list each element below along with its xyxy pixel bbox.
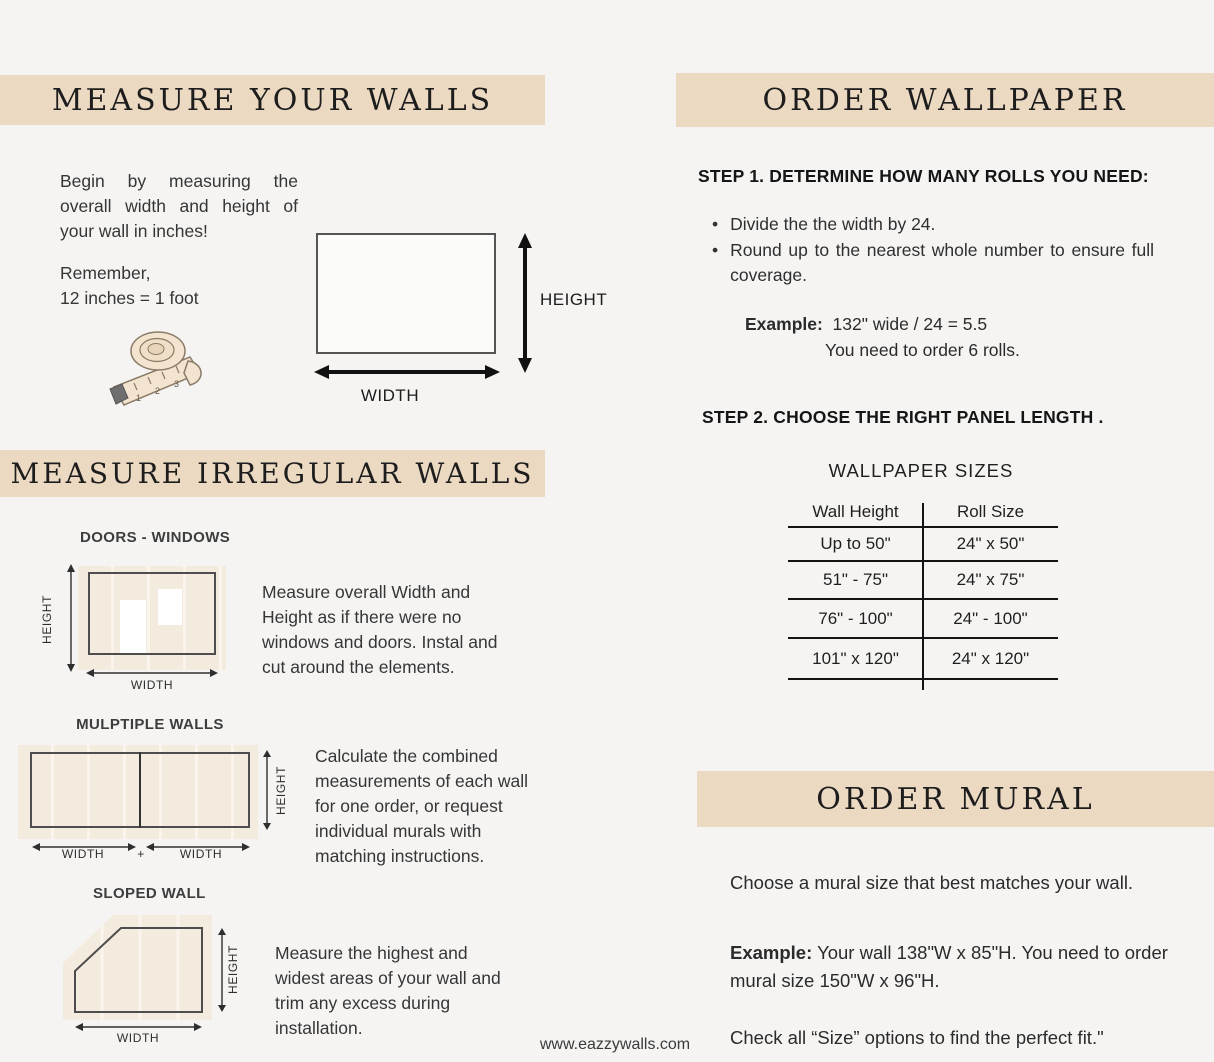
irregular-walls-title: MEASURE IRREGULAR WALLS — [10, 457, 535, 490]
reminder-text — [60, 261, 199, 311]
bullet-item — [712, 238, 1154, 289]
measure-walls-banner — [0, 75, 545, 125]
doors-height-arrow — [64, 564, 78, 672]
mural-intro: Choose a mural size that best matches your wall. — [730, 871, 1134, 893]
sloped-wall-description: Measure the highest and widest areas of your wall and trim any excess during installation. — [275, 942, 501, 1038]
multiple-walls-description: Calculate the combined measurements of each wall for one order, or request individual murals with matching instructions. — [315, 745, 529, 866]
measure-walls-title: MEASURE YOUR WALLS — [51, 82, 494, 118]
order-wallpaper-banner — [676, 73, 1214, 127]
cell-wall-height: Up to 50" — [820, 534, 891, 553]
sloped-width-label: WIDTH — [116, 1031, 160, 1045]
multiple-height-label-wrap — [274, 756, 288, 824]
cell-roll-size: 24" x 75" — [956, 570, 1025, 589]
sloped-height-label-wrap — [226, 935, 240, 1003]
table-header-roll-size: Roll Size — [956, 502, 1025, 521]
cell-roll-size: 24" x 120" — [951, 648, 1030, 668]
sloped-height-label: HEIGHT — [226, 944, 240, 994]
sloped-wall-diagram — [50, 905, 240, 1037]
door-cutout — [120, 600, 146, 653]
multiple-width-label-right: WIDTH — [179, 847, 223, 861]
measuring-tape-icon — [100, 323, 218, 415]
height-arrow — [515, 233, 535, 373]
order-mural-title: ORDER MURAL — [816, 781, 1095, 817]
width-arrow — [314, 362, 500, 382]
wall-diagram-rectangle — [316, 233, 496, 354]
example-label: Example: — [745, 314, 823, 334]
svg-text:2: 2 — [155, 386, 161, 396]
multiple-width-label-left: WIDTH — [61, 847, 105, 861]
mural-example — [730, 939, 1175, 995]
multiple-plus-sign: + — [137, 847, 145, 861]
svg-text:1: 1 — [136, 393, 142, 403]
svg-text:3: 3 — [174, 379, 180, 389]
bullet-dot: • — [712, 239, 719, 260]
example-line1: 132" wide / 24 = 5.5 — [832, 314, 988, 334]
mural-example-label: Example: — [730, 941, 813, 963]
irregular-walls-banner — [0, 450, 545, 497]
cell-wall-height: 51" - 75" — [823, 570, 888, 589]
order-wallpaper-title: ORDER WALLPAPER — [762, 82, 1128, 118]
mural-example-text: Your wall 138"W x 85"H. You need to order mural size 150"W x 96"H. — [730, 941, 1168, 991]
multiple-walls-divider — [139, 752, 141, 828]
multiple-height-arrow — [260, 750, 274, 830]
height-label: HEIGHT — [540, 290, 608, 309]
step1-bullets — [712, 212, 1154, 289]
measure-walls-intro: Begin by measuring the overall width and height of your wall in inches! — [60, 170, 298, 241]
table-header-wall-height: Wall Height — [812, 502, 899, 521]
multiple-walls-heading: MULPTIPLE WALLS — [76, 716, 224, 733]
step1-example — [745, 312, 1020, 363]
bullet-text: Divide the the width by 24. — [730, 214, 936, 234]
wallpaper-sizes-title: WALLPAPER SIZES — [828, 460, 1014, 481]
doors-height-label-wrap — [40, 585, 54, 653]
cell-roll-size: 24" - 100" — [953, 608, 1028, 628]
table-vertical-divider — [922, 503, 924, 690]
doors-windows-wall-outline — [88, 572, 216, 655]
cell-roll-size: 24" x 50" — [956, 534, 1025, 553]
bullet-item — [712, 212, 1154, 238]
cell-wall-height: 101" x 120" — [812, 648, 899, 668]
doors-width-label: WIDTH — [130, 678, 174, 692]
bullet-text: Round up to the nearest whole number to ensure full coverage. — [730, 239, 1154, 285]
step2-heading: STEP 2. CHOOSE THE RIGHT PANEL LENGTH . — [702, 407, 1104, 427]
reminder-line1: Remember, — [60, 263, 151, 283]
multiple-height-label: HEIGHT — [274, 765, 288, 815]
width-label: WIDTH — [360, 386, 420, 405]
example-line2: You need to order 6 rolls. — [825, 339, 1020, 360]
reminder-line2: 12 inches = 1 foot — [60, 288, 199, 308]
cell-wall-height: 76" - 100" — [818, 608, 893, 628]
mural-note: Check all “Size” options to find the perfect fit." — [730, 1026, 1104, 1048]
sloped-height-arrow — [218, 928, 226, 1012]
doors-windows-heading: DOORS - WINDOWS — [80, 529, 231, 546]
doors-height-label: HEIGHT — [40, 594, 54, 644]
step1-heading: STEP 1. DETERMINE HOW MANY ROLLS YOU NEED: — [698, 166, 1149, 186]
sloped-wall-heading: SLOPED WALL — [93, 885, 206, 902]
doors-windows-description: Measure overall Width and Height as if there were no windows and doors. Instal and cut around the elements. — [262, 581, 498, 677]
window-cutout — [158, 589, 182, 625]
sloped-width-arrow — [75, 1023, 202, 1031]
bullet-dot: • — [712, 214, 719, 234]
order-mural-banner — [697, 771, 1214, 827]
website-url: www.eazzywalls.com — [539, 1036, 691, 1053]
